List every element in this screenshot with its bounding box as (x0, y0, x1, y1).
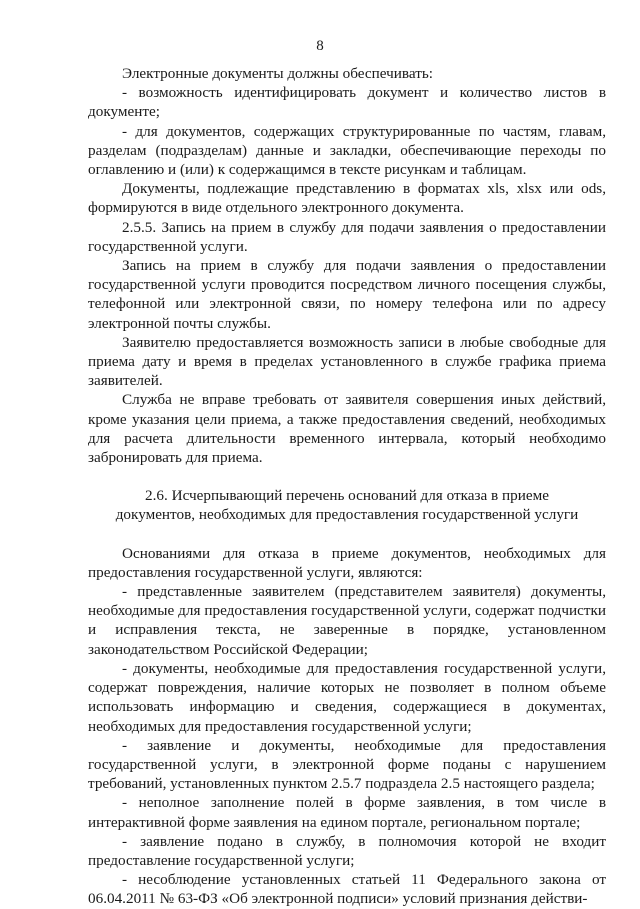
list-item: - заявление подано в службу, в полномочия которой не входит предоставление государственной услуги; (88, 832, 606, 869)
clause-heading: 2.5.5. Запись на прием в службу для подачи заявления о предоставлении государственной услуги. (88, 218, 606, 255)
paragraph: Основаниями для отказа в приеме документов, необходимых для предоставления государственной услуги, являются: (88, 544, 606, 581)
list-item: - представленные заявителем (представителем заявителя) документы, необходимые для предоставления государственной услуги, содержат подчистки и исправления текста, не заверенные в порядке, установленном законодательством Российской Федерации; (88, 583, 606, 658)
list-item: - для документов, содержащих структурированные по частям, главам, разделам (подразделам) данные и закладки, обеспечивающие переходы по оглавлению и (или) к содержащимся в тексте рисункам и таблицам. (88, 122, 606, 179)
paragraph: Служба не вправе требовать от заявителя совершения иных действий, кроме указания цели приема, а также предоставления сведений, необходимых для расчета длительности временного интервала, который необходимо забронировать для приема. (88, 391, 606, 467)
document-body (88, 64, 606, 909)
paragraph: Запись на прием в службу для подачи заявления о предоставлении государственной услуги проводится посредством личного посещения службы, телефонной или электронной связи, по номеру телефона или по адресу электронной почты службы. (88, 257, 606, 332)
list-item: - несоблюдение установленных статьей 11 Федерального закона от 06.04.2011 № 63-ФЗ «Об электронной подписи» условий признания действи- (88, 871, 606, 908)
list-item: - неполное заполнение полей в форме заявления, в том числе в интерактивной форме заявления на едином портале, региональном портале; (88, 794, 606, 831)
list-item: - заявление и документы, необходимые для предоставления государственной услуги, в электронной форме поданы с нарушением требований, установленных пунктом 2.5.7 подраздела 2.5 настоящего раздела; (88, 736, 606, 793)
paragraph: Электронные документы должны обеспечивать: (122, 65, 433, 82)
page-number: 8 (316, 38, 324, 54)
paragraph: Заявителю предоставляется возможность записи в любые свободные для приема дату и время в пределах установленного в службе графика приема заявителей. (88, 333, 606, 390)
list-item: - документы, необходимые для предоставления государственной услуги, содержат повреждения, наличие которых не позволяет в полном объеме использовать информацию и сведения, содержащиеся в документах, необходимых для предоставления государственной услуги; (88, 659, 606, 735)
section-heading: 2.6. Исчерпывающий перечень оснований для отказа в приеме документов, необходимых для предоставления государственной услуги (115, 487, 579, 524)
paragraph: Документы, подлежащие представлению в форматах xls, xlsx или ods, формируются в виде отдельного электронного документа. (88, 180, 606, 217)
list-item: - возможность идентифицировать документ и количество листов в документе; (88, 84, 606, 121)
